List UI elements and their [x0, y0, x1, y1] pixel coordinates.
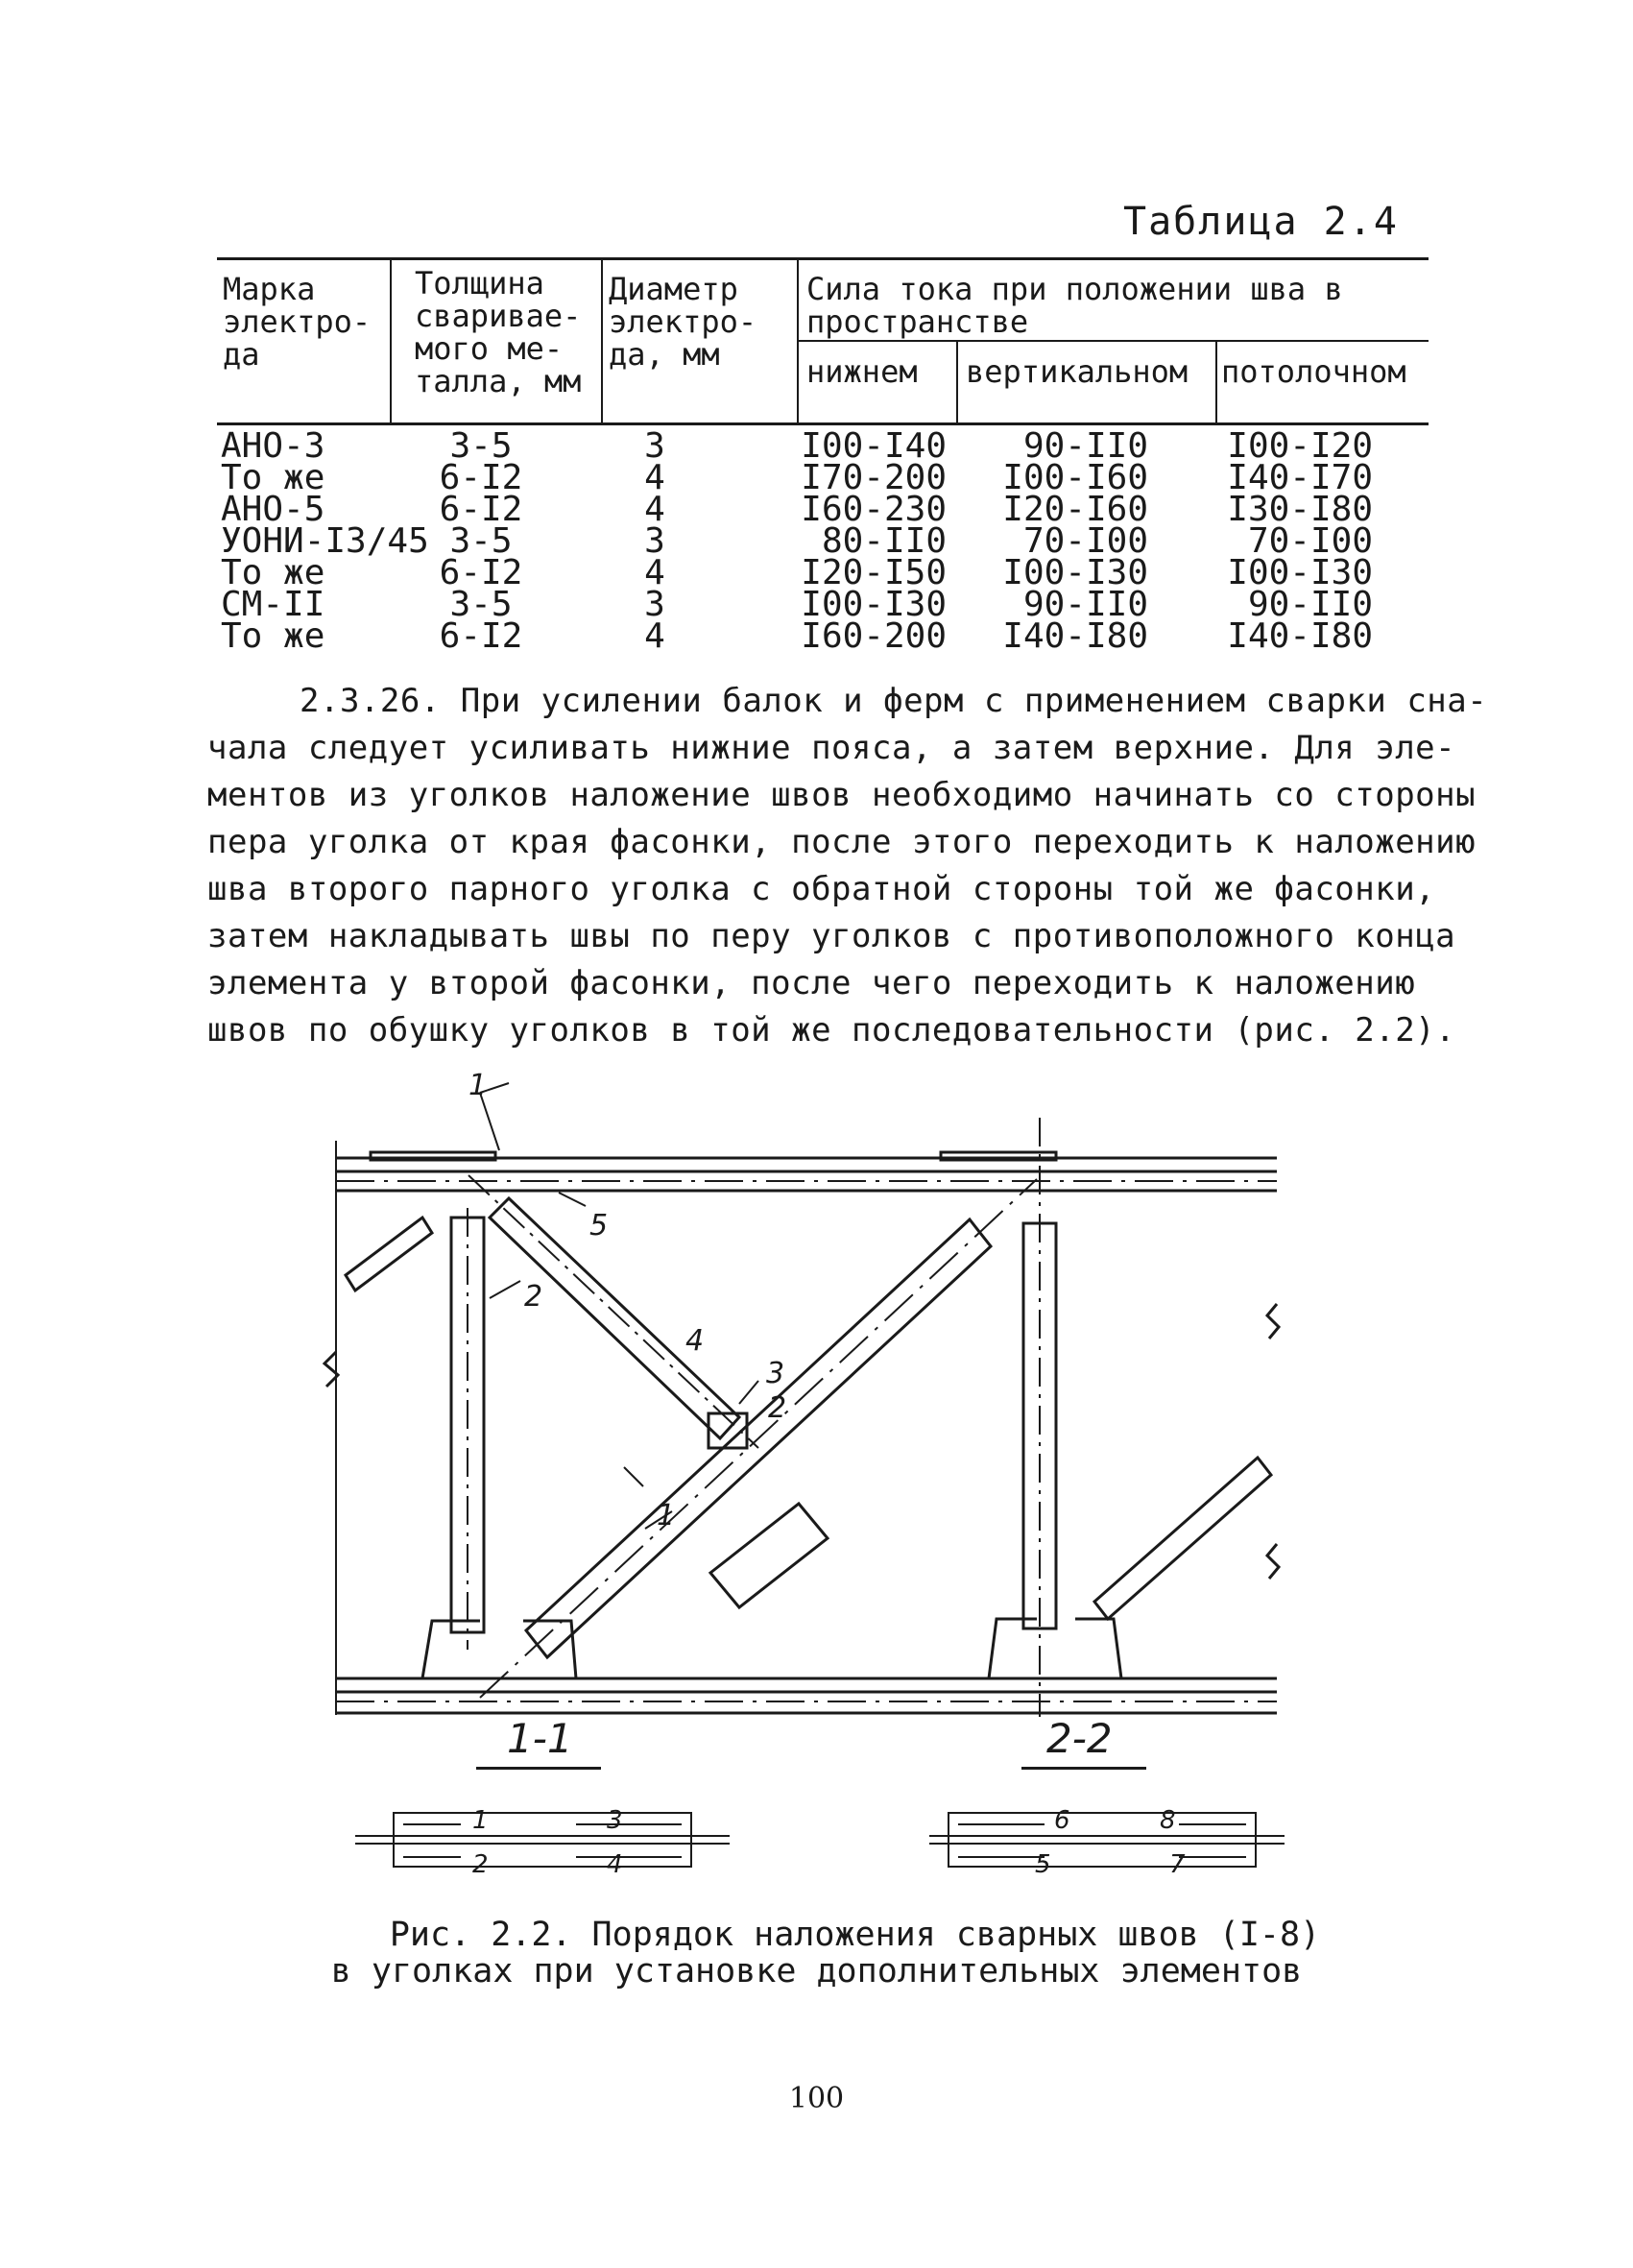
- seam-number: 7: [1169, 1850, 1186, 1879]
- paragraph-line: ментов из уголков наложение швов необходимо начинать со стороны: [207, 776, 1477, 814]
- table-cell: I40-I70: [1227, 458, 1373, 497]
- table-cell: То же: [221, 458, 325, 497]
- table-cell: СМ-II: [221, 585, 325, 624]
- table-cell: 3: [644, 521, 665, 561]
- table-caption: Таблица 2.4: [1123, 200, 1399, 244]
- section-2-2-detail: [929, 1796, 1285, 1882]
- paragraph-line: элемента у второй фасонки, после чего переходить к наложению: [207, 964, 1416, 1002]
- header-current: Сила тока при положении шва в пространстве: [806, 271, 1343, 340]
- header-electrode-brand: Марка электро- да: [223, 271, 372, 373]
- paragraph-line: чала следует усиливать нижние пояса, а затем верхние. Для эле-: [207, 729, 1456, 767]
- table-cell: 3-5: [449, 426, 513, 466]
- table-cell: 80-II0: [821, 521, 947, 561]
- seam-number: 1: [472, 1806, 489, 1835]
- table-vrule: [601, 257, 603, 422]
- table-cell: 70-I00: [1022, 521, 1148, 561]
- table-cell: I70-200: [801, 458, 947, 497]
- table-cell: I30-I80: [1227, 490, 1373, 529]
- table-top-rule: [217, 257, 1429, 260]
- section-mark: 1: [468, 1069, 488, 1102]
- figure-caption-line: в уголках при установке дополнительных элементов: [330, 1952, 1303, 1991]
- table-cell: 3-5: [449, 585, 513, 624]
- paragraph-line: 2.3.26. При усилении балок и ферм с применением сварки сна-: [300, 682, 1488, 720]
- table-cell: I40-I80: [1002, 616, 1148, 656]
- table-cell: То же: [221, 616, 325, 656]
- header-lower: нижнем: [806, 353, 918, 390]
- column-thickness: [428, 426, 534, 656]
- table-cell: УОНИ-I3/45: [221, 521, 429, 561]
- paragraph-line: швов по обушку уголков в той же последовательности (рис. 2.2).: [207, 1011, 1456, 1050]
- table-cell: I20-I60: [1002, 490, 1148, 529]
- current-subheader-rule: [797, 340, 1429, 342]
- header-thickness: Толщина сваривае- мого ме- талла, мм: [415, 265, 582, 399]
- table-cell: I60-230: [801, 490, 947, 529]
- paragraph-line: затем накладывать швы по перу уголков с противоположного конца: [207, 917, 1456, 955]
- section-label-1-1: 1-1: [507, 1715, 573, 1762]
- seam-number: 6: [1054, 1806, 1070, 1835]
- table-cell: I40-I80: [1227, 616, 1373, 656]
- column-brand: [221, 426, 429, 656]
- section-1-1-detail: [355, 1796, 730, 1882]
- table-cell: 90-II0: [1022, 426, 1148, 466]
- section-mark: 2: [768, 1391, 787, 1425]
- section-mark: 5: [589, 1209, 609, 1243]
- header-ceiling: потолочном: [1221, 353, 1406, 390]
- paragraph-line: шва второго парного уголка с обратной стороны той же фасонки,: [207, 870, 1436, 908]
- table-cell: То же: [221, 553, 325, 592]
- seam-number: 4: [607, 1850, 623, 1879]
- electrode-current-table: [217, 257, 1429, 661]
- column-lower: [793, 426, 947, 656]
- table-cell: I00-I30: [1227, 553, 1373, 592]
- seam-number: 2: [472, 1850, 489, 1879]
- table-cell: 6-I2: [439, 553, 523, 592]
- truss-weld-diagram: [307, 1064, 1286, 1717]
- section-label-underline: [1021, 1767, 1146, 1770]
- table-cell: 6-I2: [439, 616, 523, 656]
- page-number: 100: [788, 2082, 845, 2115]
- table-cell: АНО-5: [221, 490, 325, 529]
- table-cell: I20-I50: [801, 553, 947, 592]
- table-cell: 4: [644, 490, 665, 529]
- table-cell: АНО-3: [221, 426, 325, 466]
- section-label-2-2: 2-2: [1046, 1715, 1113, 1762]
- table-vrule: [1215, 340, 1217, 422]
- figure-caption: [0, 1917, 1633, 1990]
- table-cell: 4: [644, 553, 665, 592]
- column-vertical: [985, 426, 1148, 656]
- table-cell: I00-I40: [801, 426, 947, 466]
- section-mark: 3: [766, 1357, 785, 1390]
- header-vertical: вертикальном: [966, 353, 1189, 390]
- body-paragraph: [207, 678, 1488, 1054]
- column-diameter: [626, 426, 684, 656]
- table-cell: 90-II0: [1247, 585, 1373, 624]
- table-cell: I60-200: [801, 616, 947, 656]
- paragraph-line: пера уголка от края фасонки, после этого переходить к наложению: [207, 823, 1477, 861]
- section-mark: 2: [524, 1280, 543, 1314]
- section-mark: 4: [685, 1324, 705, 1358]
- table-cell: 70-I00: [1247, 521, 1373, 561]
- table-cell: 6-I2: [439, 490, 523, 529]
- column-ceiling: [1187, 426, 1373, 656]
- table-header-bottom-rule: [217, 422, 1429, 425]
- seam-number: 3: [607, 1806, 623, 1835]
- table-cell: I00-I30: [801, 585, 947, 624]
- section-label-underline: [476, 1767, 601, 1770]
- table-cell: I00-I30: [1002, 553, 1148, 592]
- table-cell: 4: [644, 616, 665, 656]
- table-cell: 3-5: [449, 521, 513, 561]
- seam-number: 8: [1160, 1806, 1176, 1835]
- table-cell: 90-II0: [1022, 585, 1148, 624]
- table-cell: 3: [644, 585, 665, 624]
- table-cell: 6-I2: [439, 458, 523, 497]
- table-vrule: [797, 257, 799, 422]
- table-cell: I00-I20: [1227, 426, 1373, 466]
- seam-number: 5: [1035, 1850, 1051, 1879]
- table-cell: 3: [644, 426, 665, 466]
- header-diameter: Диаметр электро- да, мм: [609, 271, 757, 373]
- section-mark: 1: [657, 1499, 676, 1532]
- table-vrule: [956, 340, 958, 422]
- figure-caption-line: Рис. 2.2. Порядок наложения сварных швов (I-8): [389, 1916, 1321, 1954]
- table-cell: I00-I60: [1002, 458, 1148, 497]
- table-cell: 4: [644, 458, 665, 497]
- table-vrule: [390, 257, 392, 422]
